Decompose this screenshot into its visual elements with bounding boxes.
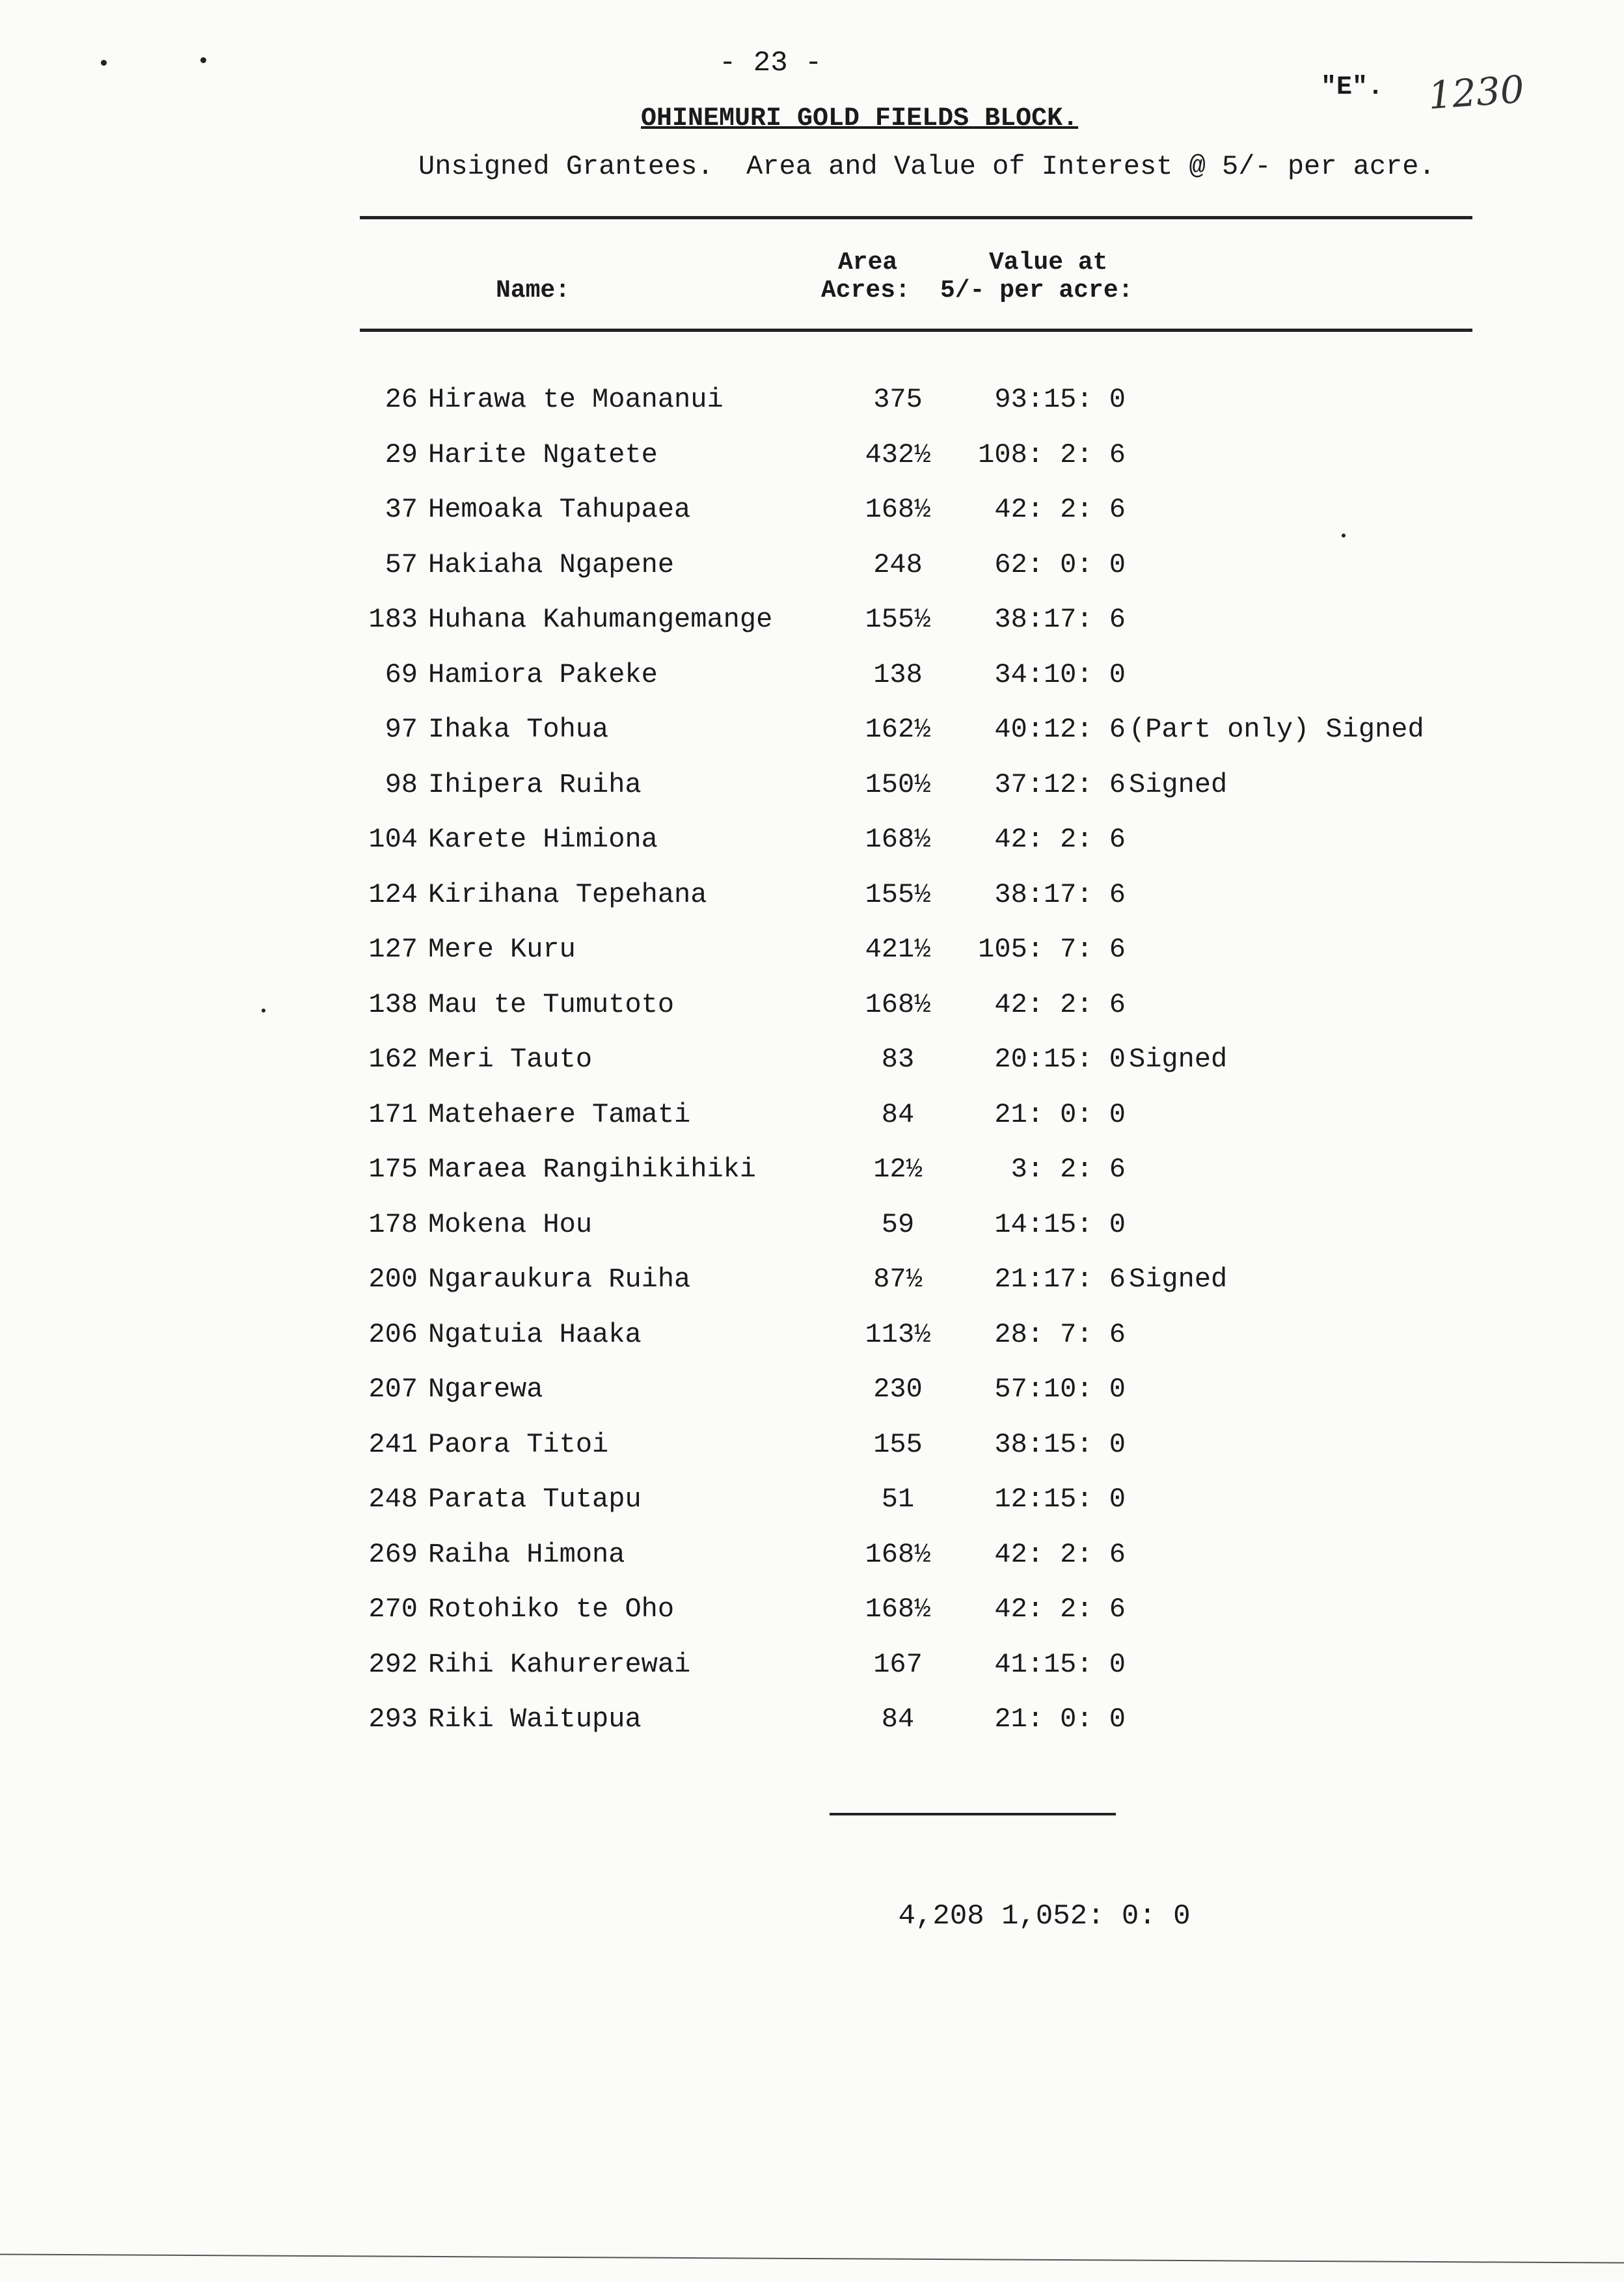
table-row	[0, 1319, 1624, 1358]
value-amount: 42: 2: 6	[994, 1594, 1126, 1625]
area-acres: 138	[873, 659, 923, 690]
grantee-name: Meri Tauto	[428, 1044, 593, 1075]
ink-speck	[101, 60, 107, 66]
area-acres: 168½	[865, 494, 931, 525]
area-acres: 155½	[865, 604, 931, 635]
value-amount: 3: 2: 6	[1010, 1154, 1126, 1185]
value-amount: 42: 2: 6	[994, 1539, 1126, 1570]
top-rule	[360, 216, 1472, 219]
grantee-name: Parata Tutapu	[428, 1484, 642, 1515]
table-row	[0, 1539, 1624, 1578]
grantee-name: Raiha Himona	[428, 1539, 625, 1570]
table-row	[0, 1154, 1624, 1193]
value-amount: 108: 2: 6	[978, 439, 1126, 470]
area-acres: 168½	[865, 1539, 931, 1570]
grantee-name: Karete Himiona	[428, 824, 658, 855]
area-acres: 113½	[865, 1319, 931, 1350]
grantee-number: 207	[368, 1374, 418, 1405]
area-acres: 168½	[865, 989, 931, 1020]
table-row	[0, 439, 1624, 478]
annex-tag: "E".	[1321, 73, 1384, 102]
value-amount: 38:17: 6	[994, 879, 1126, 910]
table-row	[0, 1704, 1624, 1743]
area-acres: 51	[881, 1484, 915, 1515]
grantee-name: Mau te Tumutoto	[428, 989, 675, 1020]
table-row	[0, 989, 1624, 1028]
grantee-number: 127	[368, 934, 418, 965]
page-number: - 23 -	[719, 47, 822, 79]
area-acres: 84	[881, 1704, 915, 1735]
grantee-name: Hirawa te Moananui	[428, 384, 724, 415]
table-row	[0, 714, 1624, 753]
grantee-name: Hamiora Pakeke	[428, 659, 658, 690]
row-note: Signed	[1129, 1044, 1228, 1075]
table-row	[0, 934, 1624, 973]
grantee-name: Riki Waitupua	[428, 1704, 642, 1735]
row-note: Signed	[1129, 1264, 1228, 1295]
totals-line	[830, 1868, 1191, 1965]
row-note: (Part only) Signed	[1129, 714, 1424, 745]
grantee-number: 270	[368, 1594, 418, 1625]
grantee-name: Maraea Rangihikihiki	[428, 1154, 757, 1185]
column-header-value-line2: 5/- per acre:	[940, 277, 1133, 305]
grantee-name: Rihi Kahurerewai	[428, 1649, 691, 1680]
grantee-name: Matehaere Tamati	[428, 1099, 691, 1130]
table-row	[0, 769, 1624, 808]
area-acres: 87½	[873, 1264, 923, 1295]
value-amount: 12:15: 0	[994, 1484, 1126, 1515]
grantee-name: Ngarewa	[428, 1374, 543, 1405]
table-row	[0, 549, 1624, 588]
table-row	[0, 1099, 1624, 1138]
area-acres: 230	[873, 1374, 923, 1405]
grantee-name: Rotohiko te Oho	[428, 1594, 675, 1625]
grantee-name: Hakiaha Ngapene	[428, 549, 675, 580]
handwritten-folio-number: 1230	[1426, 66, 1526, 118]
column-header-area-line1: Area	[838, 249, 898, 277]
value-amount: 42: 2: 6	[994, 494, 1126, 525]
grantee-number: 183	[368, 604, 418, 635]
table-row	[0, 1209, 1624, 1248]
area-acres: 59	[881, 1209, 915, 1240]
grantee-name: Paora Titoi	[428, 1429, 609, 1460]
table-row	[0, 1264, 1624, 1303]
area-acres: 421½	[865, 934, 931, 965]
value-amount: 38:17: 6	[994, 604, 1126, 635]
grantee-name: Harite Ngatete	[428, 439, 658, 470]
grantee-number: 97	[385, 714, 418, 745]
grantee-number: 29	[385, 439, 418, 470]
area-acres: 375	[873, 384, 923, 415]
table-row	[0, 659, 1624, 698]
area-acres: 155½	[865, 879, 931, 910]
table-row	[0, 1594, 1624, 1633]
page-edge	[0, 2253, 1624, 2263]
grantee-number: 293	[368, 1704, 418, 1735]
grantee-name: Ihipera Ruiha	[428, 769, 642, 800]
grantee-name: Kirihana Tepehana	[428, 879, 707, 910]
table-row	[0, 384, 1624, 423]
grantee-number: 104	[368, 824, 418, 855]
grantee-number: 178	[368, 1209, 418, 1240]
grantee-number: 175	[368, 1154, 418, 1185]
area-acres: 150½	[865, 769, 931, 800]
table-row	[0, 1374, 1624, 1413]
total-value: 1,052: 0: 0	[1001, 1900, 1191, 1933]
grantee-name: Mokena Hou	[428, 1209, 593, 1240]
grantee-number: 206	[368, 1319, 418, 1350]
column-header-name: Name:	[496, 277, 571, 305]
value-amount: 93:15: 0	[994, 384, 1126, 415]
value-amount: 105: 7: 6	[978, 934, 1126, 965]
area-acres: 167	[873, 1649, 923, 1680]
area-acres: 162½	[865, 714, 931, 745]
table-row	[0, 824, 1624, 863]
table-row	[0, 494, 1624, 533]
row-note: Signed	[1129, 769, 1228, 800]
grantee-number: 292	[368, 1649, 418, 1680]
value-amount: 37:12: 6	[994, 769, 1126, 800]
grantee-number: 248	[368, 1484, 418, 1515]
grantee-number: 269	[368, 1539, 418, 1570]
table-row	[0, 1649, 1624, 1688]
value-amount: 57:10: 0	[994, 1374, 1126, 1405]
document-title: OHINEMURI GOLD FIELDS BLOCK.	[641, 104, 1079, 133]
area-acres: 83	[881, 1044, 915, 1075]
value-amount: 38:15: 0	[994, 1429, 1126, 1460]
header-rule	[360, 329, 1472, 332]
total-area: 4,208	[898, 1900, 984, 1933]
value-amount: 20:15: 0	[994, 1044, 1126, 1075]
ink-speck	[1342, 534, 1346, 537]
area-acres: 168½	[865, 824, 931, 855]
grantee-number: 241	[368, 1429, 418, 1460]
table-row	[0, 604, 1624, 643]
grantee-number: 200	[368, 1264, 418, 1295]
column-header-area-line2: Acres:	[821, 277, 910, 305]
column-header-value-line1: Value at	[989, 249, 1108, 277]
grantee-number: 171	[368, 1099, 418, 1130]
ink-speck	[200, 57, 206, 63]
value-amount: 34:10: 0	[994, 659, 1126, 690]
value-amount: 21: 0: 0	[994, 1099, 1126, 1130]
value-amount: 40:12: 6	[994, 714, 1126, 745]
grantee-number: 138	[368, 989, 418, 1020]
value-amount: 62: 0: 0	[994, 549, 1126, 580]
grantee-name: Ngatuia Haaka	[428, 1319, 642, 1350]
grantee-name: Hemoaka Tahupaea	[428, 494, 691, 525]
area-acres: 432½	[865, 439, 931, 470]
value-amount: 42: 2: 6	[994, 824, 1126, 855]
table-row	[0, 1429, 1624, 1468]
table-row	[0, 1484, 1624, 1523]
area-acres: 155	[873, 1429, 923, 1460]
area-acres: 168½	[865, 1594, 931, 1625]
grantee-name: Ngaraukura Ruiha	[428, 1264, 691, 1295]
value-amount: 21: 0: 0	[994, 1704, 1126, 1735]
area-acres: 12½	[873, 1154, 923, 1185]
table-row	[0, 1044, 1624, 1083]
grantee-number: 37	[385, 494, 418, 525]
table-row	[0, 879, 1624, 918]
grantee-number: 98	[385, 769, 418, 800]
grantee-name: Mere Kuru	[428, 934, 576, 965]
value-amount: 42: 2: 6	[994, 989, 1126, 1020]
grantee-number: 57	[385, 549, 418, 580]
area-acres: 248	[873, 549, 923, 580]
value-amount: 41:15: 0	[994, 1649, 1126, 1680]
document-subtitle: Unsigned Grantees. Area and Value of Interest @ 5/- per acre.	[418, 151, 1435, 182]
grantee-number: 69	[385, 659, 418, 690]
value-amount: 21:17: 6	[994, 1264, 1126, 1295]
grantee-number: 162	[368, 1044, 418, 1075]
totals-rule	[830, 1813, 1116, 1815]
value-amount: 28: 7: 6	[994, 1319, 1126, 1350]
grantee-name: Ihaka Tohua	[428, 714, 609, 745]
grantee-number: 26	[385, 384, 418, 415]
area-acres: 84	[881, 1099, 915, 1130]
grantee-number: 124	[368, 879, 418, 910]
value-amount: 14:15: 0	[994, 1209, 1126, 1240]
grantee-name: Huhana Kahumangemange	[428, 604, 773, 635]
